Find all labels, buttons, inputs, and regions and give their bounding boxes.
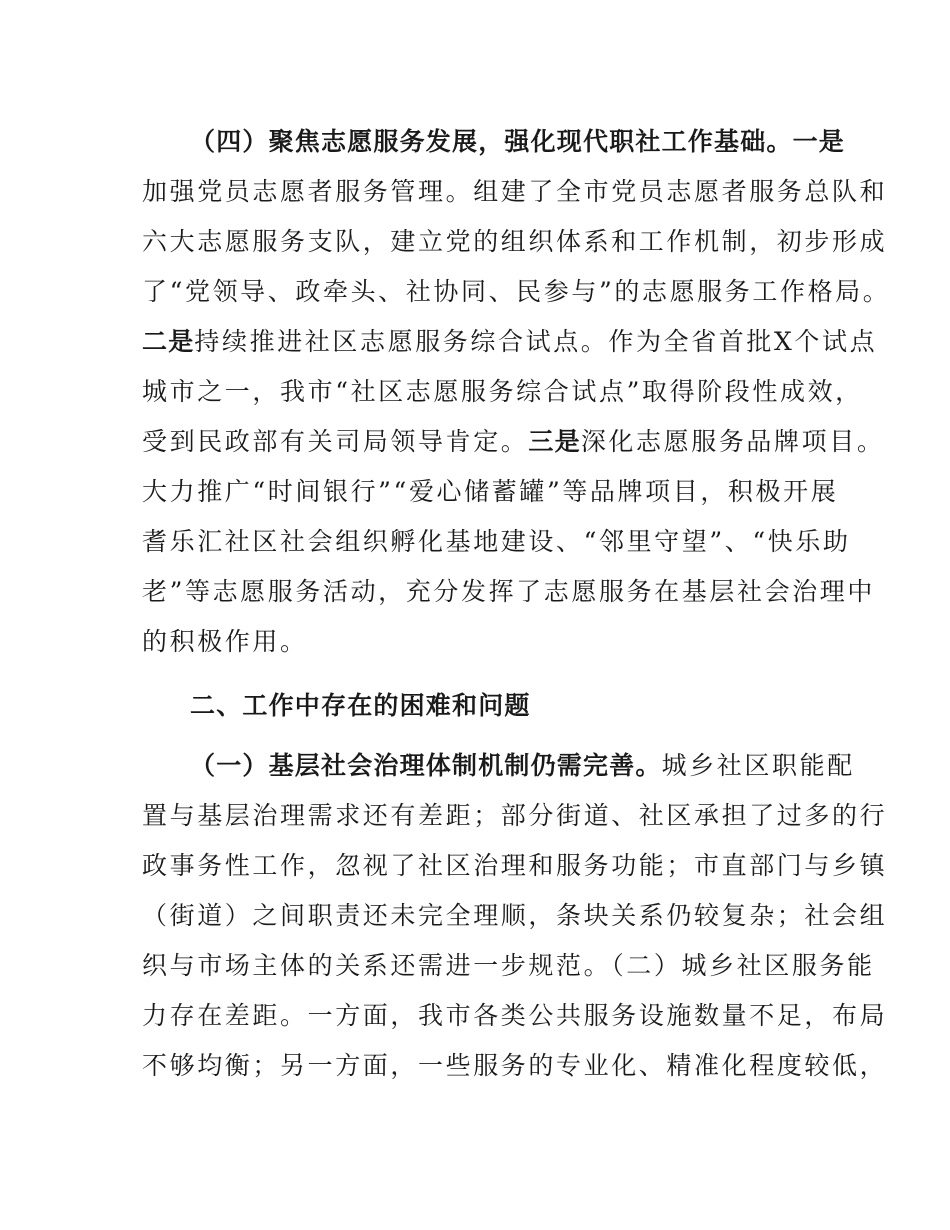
section4-second-text-a: 持续推进社区志愿服务综合试点。作为全省首批X个试点 — [194, 327, 878, 356]
paragraph-line — [142, 422, 885, 462]
paragraph-line — [142, 222, 888, 262]
part2-heading: 二、工作中存在的困难和问题 — [190, 691, 531, 720]
paragraph-line — [142, 372, 863, 412]
part2-sub1-text-e: 织与市场主体的关系还需进一步规范。（二）城乡社区服务能 — [142, 951, 875, 980]
section4-first-text-b: 六大志愿服务支队，建立党的组织体系和工作机制，初步形成 — [142, 227, 888, 256]
section4-third-marker: 三是 — [528, 427, 581, 456]
paragraph-section4-heading-line — [190, 122, 870, 162]
paragraph-line — [142, 472, 839, 512]
part2-sub1-heading: （一）基层社会治理体制机制仍需完善。 — [190, 751, 662, 780]
section4-third-text-a: 深化志愿服务品牌项目。 — [580, 427, 885, 456]
paragraph-line — [142, 572, 875, 612]
paragraph-line — [142, 622, 822, 662]
section4-second-marker: 二是 — [142, 327, 195, 356]
section4-third-text-e: 的积极作用。 — [142, 627, 308, 656]
part2-sub1-text-g: 不够均衡；另一方面，一些服务的专业化、精准化程度较低， — [142, 1051, 888, 1080]
paragraph-line — [142, 1046, 888, 1086]
section4-third-text-b: 大力推广“时间银行”“爱心储蓄罐”等品牌项目，积极开展 — [142, 477, 839, 506]
section4-third-text-d: 老”等志愿服务活动，充分发挥了志愿服务在基层社会治理中 — [142, 577, 875, 606]
part2-sub1-text-b: 置与基层治理需求还有差距；部分街道、社区承担了过多的行 — [142, 801, 888, 830]
part2-sub1-text-a: 城乡社区职能配 — [661, 751, 855, 780]
paragraph-line — [142, 996, 888, 1036]
paragraph-line — [142, 796, 888, 836]
paragraph-line — [142, 522, 851, 562]
section4-first-marker: 一是 — [792, 127, 846, 156]
part2-sub1-text-c: 政事务性工作，忽视了社区治理和服务功能；市直部门与乡镇 — [142, 851, 888, 880]
section4-second-text-b: 城市之一，我市“社区志愿服务综合试点”取得阶段性成效， — [142, 377, 863, 406]
paragraph-line — [142, 322, 878, 362]
paragraph-line — [142, 172, 888, 212]
section4-first-text-a: 加强党员志愿者服务管理。组建了全市党员志愿者服务总队和 — [142, 177, 888, 206]
paragraph-line — [142, 846, 888, 886]
part2-sub1-text-f: 力存在差距。一方面，我市各类公共服务设施数量不足，布局 — [142, 1001, 888, 1030]
section4-heading: （四）聚焦志愿服务发展，强化现代职社工作基础。 — [190, 127, 793, 156]
paragraph-line — [142, 896, 888, 936]
section4-third-text-c: 耆乐汇社区社会组织孵化基地建设、“邻里守望”、“快乐助 — [142, 527, 851, 556]
part2-sub1-text-d: （街道）之间职责还未完全理顺，条块关系仍较复杂；社会组 — [142, 901, 888, 930]
section4-second-text-c: 受到民政部有关司局领导肯定。 — [142, 427, 529, 456]
section4-first-text-c: 了“党领导、政牵头、社协同、民参与”的志愿服务工作格局。 — [142, 277, 891, 306]
paragraph-line — [142, 946, 875, 986]
part2-heading-line — [190, 686, 870, 726]
paragraph-line — [142, 272, 891, 312]
part2-sub1-line — [190, 746, 870, 786]
